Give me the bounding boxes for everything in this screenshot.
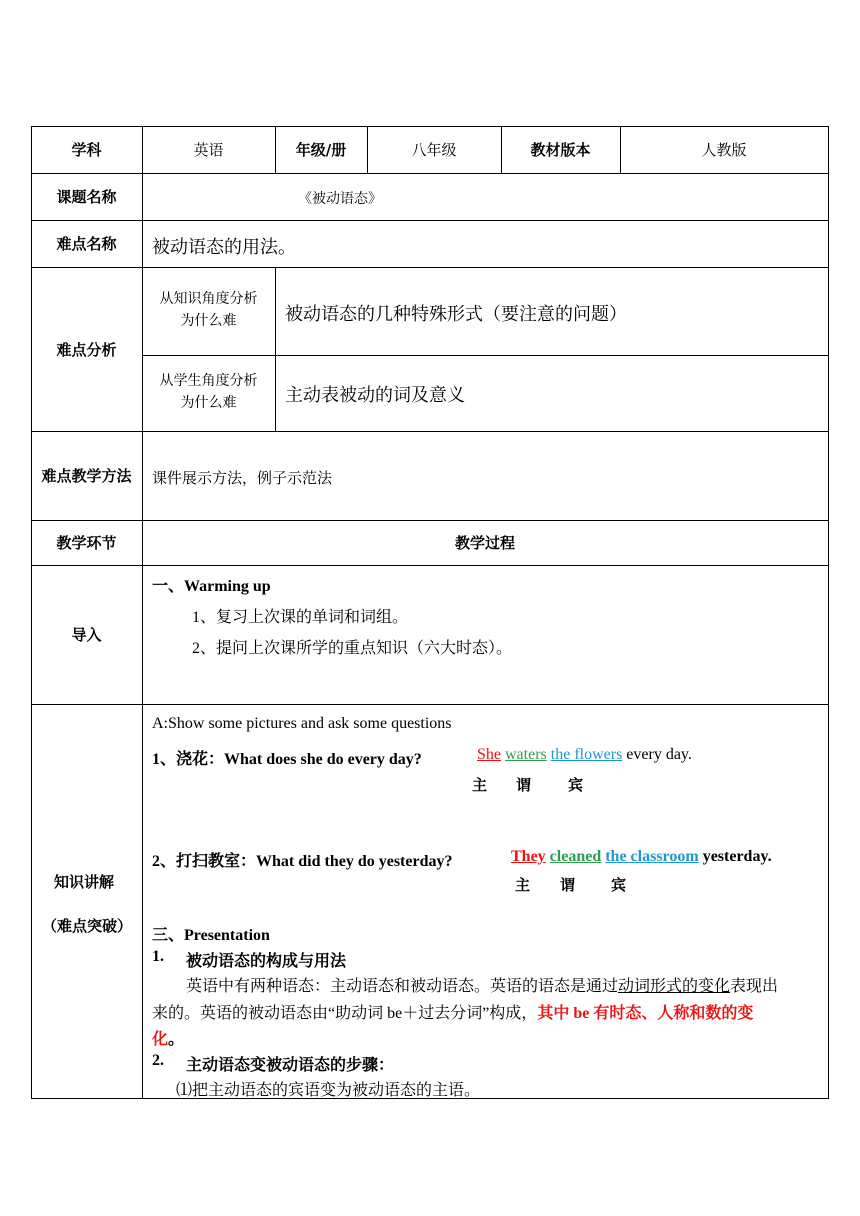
method-value: 课件展示方法，例子示范法	[152, 469, 333, 487]
presentation-title: 三、Presentation	[152, 927, 270, 944]
edition-label: 教材版本	[530, 141, 591, 159]
section-2-number: 2.	[152, 1052, 164, 1069]
paragraph-line-1	[186, 973, 778, 996]
student-angle-value: 主动表被动的词及意义	[285, 385, 465, 405]
example-1-tail: every day.	[622, 746, 692, 763]
example-2	[152, 848, 452, 871]
knowledge-angle-label	[142, 267, 275, 355]
knowledge-angle-value: 被动语态的几种特殊形式（要注意的问题）	[285, 304, 627, 324]
paragraph-line-1-start: 英语中有两种语态：主动语态和被动语态。英语的语态是通过	[186, 978, 619, 995]
example-1-question: What does she do every day?	[224, 751, 422, 768]
paragraph-red-end: 化	[152, 1031, 169, 1048]
intro-item-1: 1、复习上次课的单词和词组。	[192, 609, 409, 626]
student-angle-line-1: 从学生角度分析	[159, 374, 258, 389]
example-1	[152, 746, 422, 769]
subject-label: 学科	[71, 141, 102, 159]
step-1: ⑴把主动语态的宾语变为被动语态的主语。	[176, 1082, 481, 1099]
warming-up-title: 一、Warming up	[152, 578, 271, 595]
knowledge-angle-line-1: 从知识角度分析	[159, 292, 258, 307]
difficulty-value: 被动语态的用法。	[152, 237, 296, 257]
process-header: 教学过程	[454, 534, 515, 552]
example-1-object: the flowers	[550, 746, 623, 763]
difficulty-label: 难点名称	[56, 235, 117, 253]
line-a: A:Show some pictures and ask some questions	[152, 715, 452, 732]
section-1-title: 被动语态的构成与用法	[186, 953, 347, 970]
example-2-answer	[511, 848, 772, 866]
intro-item-2: 2、提问上次课所学的重点知识（六大时态）。	[192, 640, 513, 657]
stage-header: 教学环节	[56, 534, 117, 552]
example-2-question: What did they do yesterday?	[256, 853, 453, 870]
paragraph-line-3	[152, 1026, 184, 1049]
paragraph-line-3-end: 。	[168, 1031, 185, 1048]
student-angle-label	[142, 355, 275, 431]
grade-label: 年级/册	[295, 141, 347, 159]
analysis-label: 难点分析	[56, 340, 117, 359]
method-label: 难点教学方法	[41, 467, 132, 485]
knowledge-label: 知识讲解	[54, 873, 115, 891]
paragraph-line-2	[152, 1000, 753, 1023]
example-1-verb: waters	[505, 746, 547, 763]
knowledge-sublabel: （难点突破）	[42, 917, 133, 935]
example-2-prefix: 2、打扫教室：	[152, 853, 257, 870]
example-1-mark-object: 宾	[568, 778, 584, 794]
example-2-mark-object: 宾	[611, 878, 627, 894]
example-2-mark-verb: 谓	[560, 878, 576, 894]
example-1-answer	[477, 746, 692, 764]
topic-value: 《被动语态》	[298, 192, 382, 207]
knowledge-angle-line-2: 为什么难	[180, 314, 237, 329]
paragraph-red-text: 其中 be 有时态、人称和数的变	[537, 1005, 754, 1022]
example-2-tail: yesterday.	[698, 848, 772, 865]
intro-label: 导入	[71, 626, 102, 644]
topic-label: 课题名称	[56, 188, 117, 206]
example-2-mark-subject: 主	[515, 878, 531, 894]
subject-value: 英语	[193, 143, 224, 159]
example-1-subject: She	[477, 746, 501, 763]
section-2-title: 主动语态变被动语态的步骤：	[186, 1057, 395, 1074]
example-1-prefix: 1、浇花：	[152, 751, 225, 768]
paragraph-line-2-start: 来的。英语的被动语态由“助动词 be＋过去分词”构成，	[152, 1005, 538, 1022]
grade-value: 八年级	[411, 143, 457, 159]
example-2-object: the classroom	[605, 848, 699, 865]
example-2-verb: cleaned	[549, 848, 602, 865]
student-angle-line-2: 为什么难	[180, 396, 237, 411]
example-1-mark-verb: 谓	[516, 778, 532, 794]
edition-value: 人教版	[701, 143, 747, 159]
paragraph-underlined: 动词形式的变化	[618, 978, 731, 995]
example-2-subject: They	[511, 848, 546, 865]
section-1-number: 1.	[152, 948, 164, 965]
example-1-mark-subject: 主	[472, 778, 488, 794]
paragraph-line-1-end: 表现出	[730, 978, 779, 995]
